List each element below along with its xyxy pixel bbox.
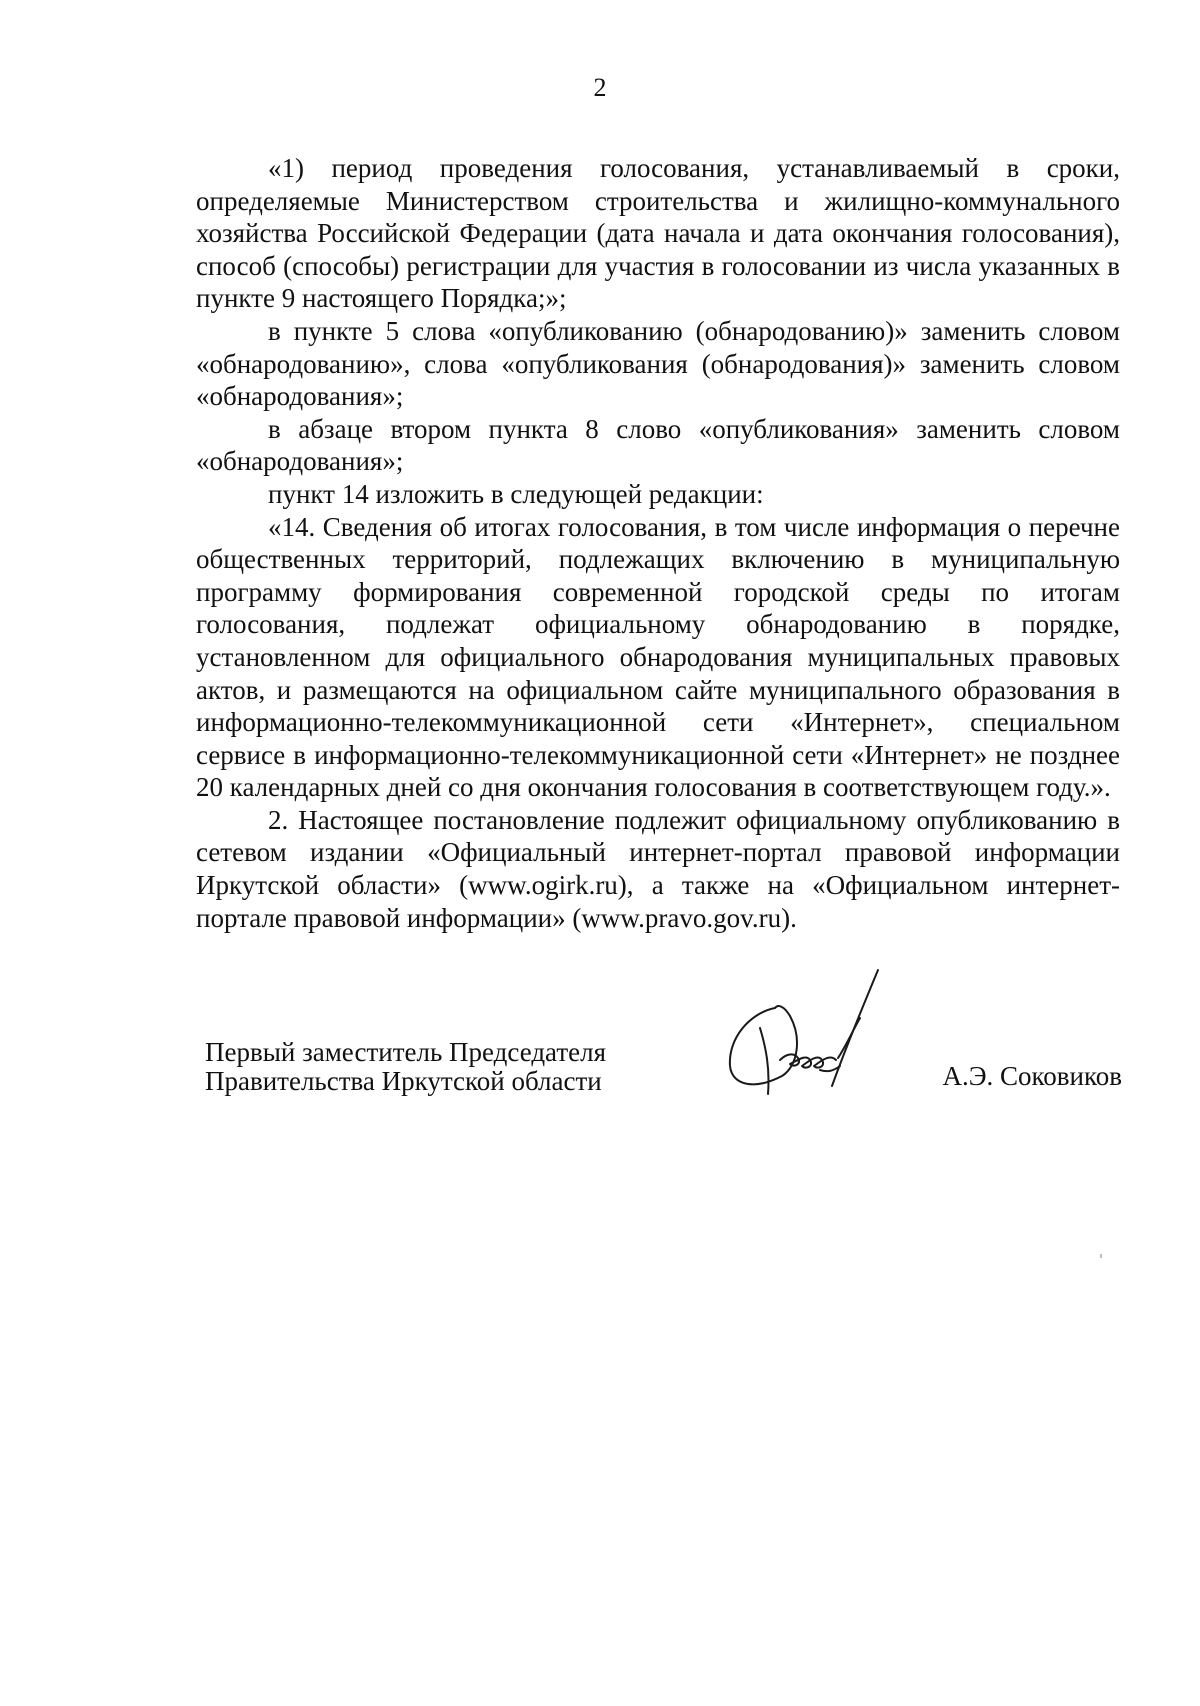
paragraph-amendment-point-8: в абзаце втором пункта 8 слово «опубликования» заменить словом «обнародования»; (196, 413, 1120, 477)
paragraph-point-14-text: «14. Сведения об итогах голосования, в том числе информация о перечне общественных территорий, подлежащих включению в муниципальную программу формирования современной городской среды по итогам голосования, подлежат официальному обнародованию в порядке, установленном для официального обнародования муниципальных правовых актов, и размещаются на официальном сайте муниципального образования в информационно-телекоммуникационной сети «Интернет», специальном сервисе в информационно-телекоммуникационной сети «Интернет» не позднее 20 календарных дней со дня окончания голосования в соответствующем году.». (196, 511, 1120, 803)
signatory-position-line: Первый заместитель Председателя (205, 1037, 607, 1067)
handwritten-signature (720, 968, 910, 1108)
document-body (196, 152, 1120, 934)
paragraph-publication: 2. Настоящее постановление подлежит официальному опубликованию в сетевом издании «Официальный интернет-портал правовой информации Иркутской области» (www.ogirk.ru), а также на «Официальном интернет-портале правовой информации» (www.pravo.gov.ru). (196, 804, 1120, 933)
paragraph-amendment-point-14-intro: пункт 14 изложить в следующей редакции: (268, 478, 764, 509)
scan-artifact (1100, 1254, 1102, 1258)
page-number: 2 (593, 73, 607, 102)
signatory-name: А.Э. Соковиков (942, 1061, 1122, 1091)
signatory-position-line: Правительства Иркутской области (205, 1066, 602, 1096)
signatory-position (205, 1038, 606, 1096)
paragraph-amendment-point-5: в пункте 5 слова «опубликованию (обнародованию)» заменить словом «обнародованию», слова «опубликования (обнародования)» заменить словом «обнародования»; (196, 315, 1120, 412)
paragraph-amendment-item-1: «1) период проведения голосования, устанавливаемый в сроки, определяемые Министерством строительства и жилищно-коммунального хозяйства Российской Федерации (дата начала и дата окончания голосования), способ (способы) регистрации для участия в голосовании из числа указанных в пункте 9 настоящего Порядка;»; (196, 153, 1120, 314)
